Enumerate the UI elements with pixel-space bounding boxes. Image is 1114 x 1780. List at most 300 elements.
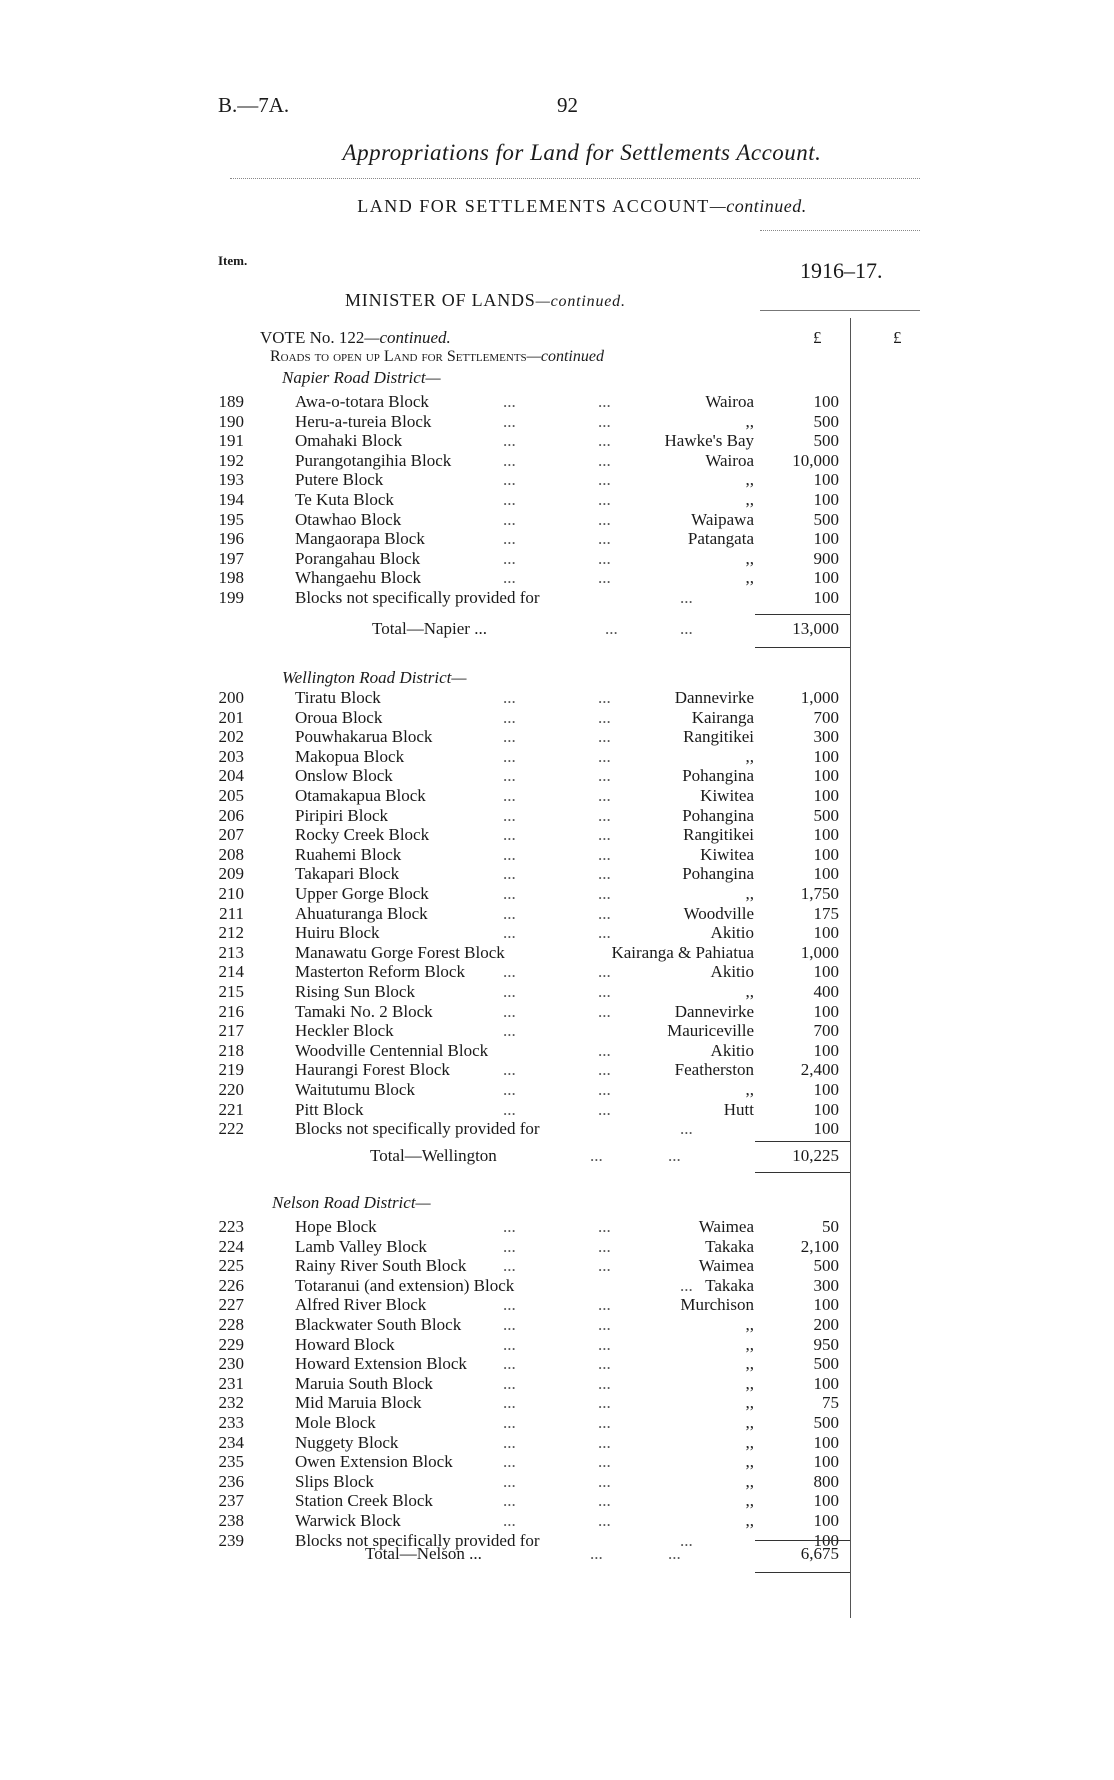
place-name: Kairanga [691, 707, 754, 727]
roads-heading [270, 348, 604, 366]
table-row [0, 1354, 1114, 1374]
dots: ... [503, 727, 516, 747]
wellington-total-rule-top [755, 1141, 850, 1142]
place-name: Kiwitea [700, 786, 754, 805]
dots: ... [503, 1471, 516, 1491]
dots: ... [469, 1544, 482, 1563]
table-row [0, 1374, 1114, 1394]
dots: ... [503, 1373, 516, 1393]
amount: 500 [813, 509, 839, 529]
table-row [0, 904, 1114, 924]
dots: ... [503, 1334, 516, 1354]
amount: 500 [813, 1413, 839, 1432]
place-name: ,, [745, 1373, 754, 1393]
table-row [0, 864, 1114, 884]
amount: 10,000 [792, 450, 839, 470]
amount: 700 [813, 707, 839, 727]
block-name: Onslow Block [295, 766, 393, 786]
table-row [0, 1021, 1114, 1041]
place-name: Akitio [710, 923, 754, 943]
dots: ... [503, 509, 516, 529]
subtitle-main: LAND FOR SETTLEMENTS ACCOUNT [357, 196, 710, 216]
wellington-total-text: Total—Wellington [370, 1146, 497, 1165]
dots: ... [503, 1491, 516, 1511]
currency-column-2: £ [893, 328, 902, 347]
table-row [0, 1315, 1114, 1335]
dots: ... [668, 1544, 681, 1563]
dots: ... [503, 825, 516, 845]
dots: ... [503, 923, 516, 943]
item-number: 214 [218, 962, 244, 982]
dots: ... [503, 962, 516, 982]
block-name: Te Kuta Block [295, 490, 394, 509]
dots: ... [598, 1491, 611, 1511]
dots: ... [598, 1432, 611, 1452]
block-name: Howard Extension Block [295, 1354, 467, 1374]
block-name: Omahaki Block [295, 431, 403, 451]
nelson-total-text: Total—Nelson [365, 1544, 465, 1563]
item-number: 194 [218, 490, 244, 509]
place-name: ,, [745, 746, 754, 766]
dots: ... [598, 1413, 611, 1432]
block-name: Lamb Valley Block [295, 1236, 427, 1256]
place-name: ,, [745, 1413, 754, 1432]
table-row [0, 766, 1114, 786]
dots: ... [503, 805, 516, 825]
dots: ... [598, 529, 611, 549]
place-name: Hutt [723, 1099, 754, 1119]
wellington-total-amount: 10,225 [792, 1146, 839, 1165]
amount: 100 [813, 844, 839, 864]
account-subtitle [0, 196, 1114, 217]
block-name: Totaranui (and extension) Block [295, 1275, 515, 1295]
place-name: Dannevirke [674, 688, 754, 707]
place-name: Hawke's Bay [664, 431, 754, 451]
dots [668, 1146, 681, 1166]
vote-heading [260, 328, 451, 348]
place-name: Takaka [705, 1236, 754, 1256]
table-row [0, 568, 1114, 588]
dots: ... [503, 411, 516, 431]
table-row [0, 982, 1114, 1002]
item-number: 195 [218, 509, 244, 529]
item-number: 210 [218, 884, 244, 903]
amount: 2,400 [800, 1060, 839, 1080]
place-name: Murchison [680, 1295, 754, 1315]
block-name: Huiru Block [295, 923, 380, 943]
table-row [0, 1256, 1114, 1276]
place-name: ,, [745, 1315, 754, 1334]
dots: ... [598, 1315, 611, 1334]
place-name: ,, [745, 1393, 754, 1413]
table-row [0, 451, 1114, 471]
dots: ... [598, 1256, 611, 1276]
place-name: Akitio [710, 962, 754, 982]
place-name: Waimea [698, 1217, 754, 1236]
dots: ... [503, 903, 516, 923]
block-name: Awa-o-totara Block [295, 392, 429, 411]
block-name: Warwick Block [295, 1511, 401, 1530]
block-name: Maruia South Block [295, 1373, 433, 1393]
amount: 1,000 [800, 942, 839, 962]
place-name: Rangitikei [683, 825, 754, 845]
item-number: 203 [218, 746, 244, 766]
dots: ... [503, 884, 516, 903]
item-number: 209 [218, 864, 244, 884]
block-name: Otamakapua Block [295, 786, 426, 805]
item-number: 236 [218, 1471, 244, 1491]
nelson-total-rule-top [755, 1540, 850, 1541]
amount: 100 [813, 1001, 839, 1021]
dots: ... [668, 1146, 681, 1165]
dots: ... [680, 588, 693, 607]
item-number: 196 [218, 529, 244, 549]
block-name: Manawatu Gorge Forest Block [295, 942, 505, 962]
amount: 950 [813, 1334, 839, 1354]
block-name: Hope Block [295, 1217, 377, 1236]
dots: ... [598, 1001, 611, 1021]
table-row [0, 1100, 1114, 1120]
block-name: Putere Block [295, 470, 384, 490]
wellington-district-heading: Wellington Road District— [282, 668, 467, 687]
document-reference: B.—7A. [218, 93, 290, 117]
dots: ... [503, 1413, 516, 1432]
block-name: Blackwater South Block [295, 1315, 462, 1334]
dots: ... [503, 1315, 516, 1334]
table-row [0, 529, 1114, 549]
amount: 500 [813, 1256, 839, 1276]
year-column-header: 1916–17. [800, 258, 883, 283]
dots: ... [503, 529, 516, 549]
table-row [0, 923, 1114, 943]
table-row [0, 1217, 1114, 1237]
amount: 100 [813, 1530, 839, 1550]
wellington-total-label [370, 1146, 497, 1166]
dots: ... [503, 1236, 516, 1256]
item-number: 213 [218, 942, 244, 962]
table-row [0, 708, 1114, 728]
table-row [0, 1452, 1114, 1472]
amount: 100 [813, 923, 839, 943]
item-number: 199 [218, 588, 244, 607]
table-row [0, 1237, 1114, 1257]
item-number: 212 [218, 923, 244, 943]
place-name: ,, [745, 490, 754, 509]
table-row [0, 1119, 1114, 1139]
napier-total-rule-bottom [755, 647, 850, 648]
amount: 100 [813, 1119, 839, 1139]
item-number: 224 [218, 1236, 244, 1256]
dots: ... [598, 1040, 611, 1060]
minister-heading [345, 290, 626, 311]
dots [590, 1544, 603, 1564]
dots: ... [598, 1217, 611, 1236]
napier-total-label [372, 619, 487, 639]
dots: ... [598, 746, 611, 766]
dots [605, 619, 618, 639]
amount: 100 [813, 1373, 839, 1393]
block-name: Haurangi Forest Block [295, 1060, 450, 1080]
block-name: Rainy River South Block [295, 1256, 467, 1276]
item-number: 225 [218, 1256, 244, 1276]
amount: 100 [813, 490, 839, 509]
dots: ... [598, 727, 611, 747]
item-number: 239 [218, 1530, 244, 1550]
block-name: Purangotangihia Block [295, 450, 452, 470]
napier-district-heading: Napier Road District— [282, 368, 441, 387]
block-name: Mangaorapa Block [295, 529, 425, 549]
block-name: Slips Block [295, 1471, 374, 1491]
block-name: Ruahemi Block [295, 844, 402, 864]
amount: 100 [813, 1491, 839, 1511]
place-name: ,, [745, 1432, 754, 1452]
table-row [0, 1491, 1114, 1511]
dots: ... [503, 1354, 516, 1374]
dots [590, 1146, 603, 1166]
table-row [0, 1276, 1114, 1296]
dots: ... [503, 568, 516, 588]
item-number: 206 [218, 805, 244, 825]
dots: ... [598, 411, 611, 431]
roads-continued: —continued [526, 348, 604, 365]
dots: ... [598, 470, 611, 490]
dots: ... [598, 864, 611, 884]
table-row [0, 392, 1114, 412]
block-name: Piripiri Block [295, 805, 389, 825]
table-row [0, 1511, 1114, 1531]
block-name: Masterton Reform Block [295, 962, 465, 982]
item-number: 229 [218, 1334, 244, 1354]
dots: ... [598, 688, 611, 707]
amount: 100 [813, 1432, 839, 1452]
amount: 500 [813, 411, 839, 431]
item-number: 220 [218, 1080, 244, 1099]
block-name: Whangaehu Block [295, 568, 422, 588]
block-name: Tiratu Block [295, 688, 381, 707]
block-name: Porangahau Block [295, 548, 421, 568]
table-row [0, 747, 1114, 767]
table-row [0, 825, 1114, 845]
place-name: Woodville [683, 903, 754, 923]
item-number: 238 [218, 1511, 244, 1530]
item-number: 219 [218, 1060, 244, 1080]
dots: ... [503, 707, 516, 727]
item-number: 198 [218, 568, 244, 588]
block-name: Nuggety Block [295, 1432, 399, 1452]
amount: 100 [813, 1080, 839, 1099]
place-name: ,, [745, 1491, 754, 1511]
amount: 100 [813, 529, 839, 549]
item-number: 226 [218, 1275, 244, 1295]
block-name: Heru-a-tureia Block [295, 411, 432, 431]
block-name: Otawhao Block [295, 509, 402, 529]
item-number: 234 [218, 1432, 244, 1452]
table-row [0, 1002, 1114, 1022]
amount: 50 [822, 1217, 839, 1236]
item-number: 211 [219, 903, 244, 923]
dots: ... [598, 766, 611, 786]
amount: 100 [813, 786, 839, 805]
dots: ... [598, 825, 611, 845]
place-name: Pohangina [682, 766, 754, 786]
page-number: 92 [557, 93, 578, 117]
amount: 200 [813, 1315, 839, 1334]
dots: ... [503, 1099, 516, 1119]
block-name: Upper Gorge Block [295, 884, 429, 903]
dots: ... [503, 1021, 516, 1041]
dots: ... [503, 746, 516, 766]
vote-continued: —continued. [364, 328, 451, 347]
table-row [0, 1531, 1114, 1551]
item-number: 193 [218, 470, 244, 490]
block-name: Ahuaturanga Block [295, 903, 428, 923]
item-column-header: Item. [218, 253, 248, 268]
dots: ... [598, 450, 611, 470]
block-name: Pouwhakarua Block [295, 727, 433, 747]
item-number: 231 [218, 1373, 244, 1393]
dots: ... [590, 1146, 603, 1165]
table-row [0, 1080, 1114, 1100]
amount: 300 [813, 1275, 839, 1295]
amount: 500 [813, 431, 839, 451]
amount: 100 [813, 392, 839, 411]
table-row [0, 510, 1114, 530]
dots: ... [598, 962, 611, 982]
item-number: 216 [218, 1001, 244, 1021]
dots: ... [598, 509, 611, 529]
item-number: 201 [218, 707, 244, 727]
dots: ... [474, 619, 487, 638]
block-name: Station Creek Block [295, 1491, 433, 1511]
place-name: Dannevirke [674, 1001, 754, 1021]
item-number: 222 [218, 1119, 244, 1139]
amount: 500 [813, 1354, 839, 1374]
item-number: 204 [218, 766, 244, 786]
amount: 300 [813, 727, 839, 747]
place-name: ,, [745, 884, 754, 903]
item-number: 221 [218, 1099, 244, 1119]
dots: ... [503, 1393, 516, 1413]
dots: ... [598, 1236, 611, 1256]
place-name: ,, [745, 1471, 754, 1491]
dots: ... [598, 568, 611, 588]
table-row [0, 412, 1114, 432]
table-row [0, 490, 1114, 510]
block-name: Oroua Block [295, 707, 383, 727]
amount: 100 [813, 1040, 839, 1060]
item-number: 191 [218, 431, 244, 451]
dots: ... [503, 1060, 516, 1080]
table-row [0, 1413, 1114, 1433]
item-number: 233 [218, 1413, 244, 1432]
vote-main: VOTE No. 122 [260, 328, 365, 347]
place-name: Pohangina [682, 864, 754, 884]
dots: ... [503, 1080, 516, 1099]
minister-continued: —continued. [535, 293, 626, 310]
table-row [0, 549, 1114, 569]
table-row [0, 470, 1114, 490]
dots: ... [598, 490, 611, 509]
dots: ... [598, 844, 611, 864]
year-underline [760, 310, 920, 311]
table-row [0, 1393, 1114, 1413]
amount: 100 [813, 1295, 839, 1315]
item-number: 189 [218, 392, 244, 411]
dots: ... [680, 1275, 693, 1295]
table-row [0, 845, 1114, 865]
place-name: Mauriceville [667, 1021, 754, 1041]
dots: ... [503, 470, 516, 490]
place-name: ,, [745, 982, 754, 1001]
item-number: 208 [218, 844, 244, 864]
dots: ... [598, 1295, 611, 1315]
dots: ... [598, 392, 611, 411]
dots: ... [598, 431, 611, 451]
currency-column-1: £ [813, 328, 822, 347]
amount: 100 [813, 568, 839, 588]
dots: ... [503, 844, 516, 864]
item-number: 218 [218, 1040, 244, 1060]
dots: ... [598, 903, 611, 923]
item-number: 190 [218, 411, 244, 431]
dots: ... [598, 805, 611, 825]
amount: 800 [813, 1471, 839, 1491]
dots: ... [503, 1452, 516, 1472]
amount: 100 [813, 746, 839, 766]
amount: 500 [813, 805, 839, 825]
roads-main: Roads to open up Land for Settlements [270, 348, 527, 365]
dots: ... [503, 982, 516, 1001]
place-name: Waipawa [691, 509, 754, 529]
dots: ... [598, 1511, 611, 1530]
block-name: Blocks not specifically provided for [295, 588, 540, 607]
dots: ... [503, 1511, 516, 1530]
amount: 100 [813, 1099, 839, 1119]
minister-main: MINISTER OF LANDS [345, 290, 536, 310]
amount: 100 [813, 1452, 839, 1472]
dots: ... [503, 431, 516, 451]
dots: ... [598, 884, 611, 903]
place-name: Pohangina [682, 805, 754, 825]
item-number: 237 [218, 1491, 244, 1511]
place-name: Rangitikei [683, 727, 754, 747]
table-row [0, 1295, 1114, 1315]
amount: 100 [813, 470, 839, 490]
block-name: Tamaki No. 2 Block [295, 1001, 433, 1021]
place-name: Kiwitea [700, 844, 754, 864]
place-name: ,, [745, 1080, 754, 1099]
dots: ... [598, 1354, 611, 1374]
dots: ... [503, 450, 516, 470]
block-name: Pitt Block [295, 1099, 364, 1119]
block-name: Makopua Block [295, 746, 405, 766]
item-number: 217 [218, 1021, 244, 1041]
amount: 2,100 [800, 1236, 839, 1256]
dots: ... [680, 619, 693, 638]
amount: 1,750 [800, 884, 839, 903]
table-row [0, 786, 1114, 806]
table-row [0, 1335, 1114, 1355]
page-title: Appropriations for Land for Settlements Account. [342, 140, 822, 165]
item-number: 192 [218, 450, 244, 470]
item-number: 227 [218, 1295, 244, 1315]
nelson-total-amount: 6,675 [800, 1544, 839, 1563]
dots: ... [598, 1452, 611, 1472]
block-name: Blocks not specifically provided for [295, 1119, 540, 1139]
title-rule [230, 178, 920, 179]
amount: 400 [813, 982, 839, 1001]
amount: 1,000 [800, 688, 839, 707]
